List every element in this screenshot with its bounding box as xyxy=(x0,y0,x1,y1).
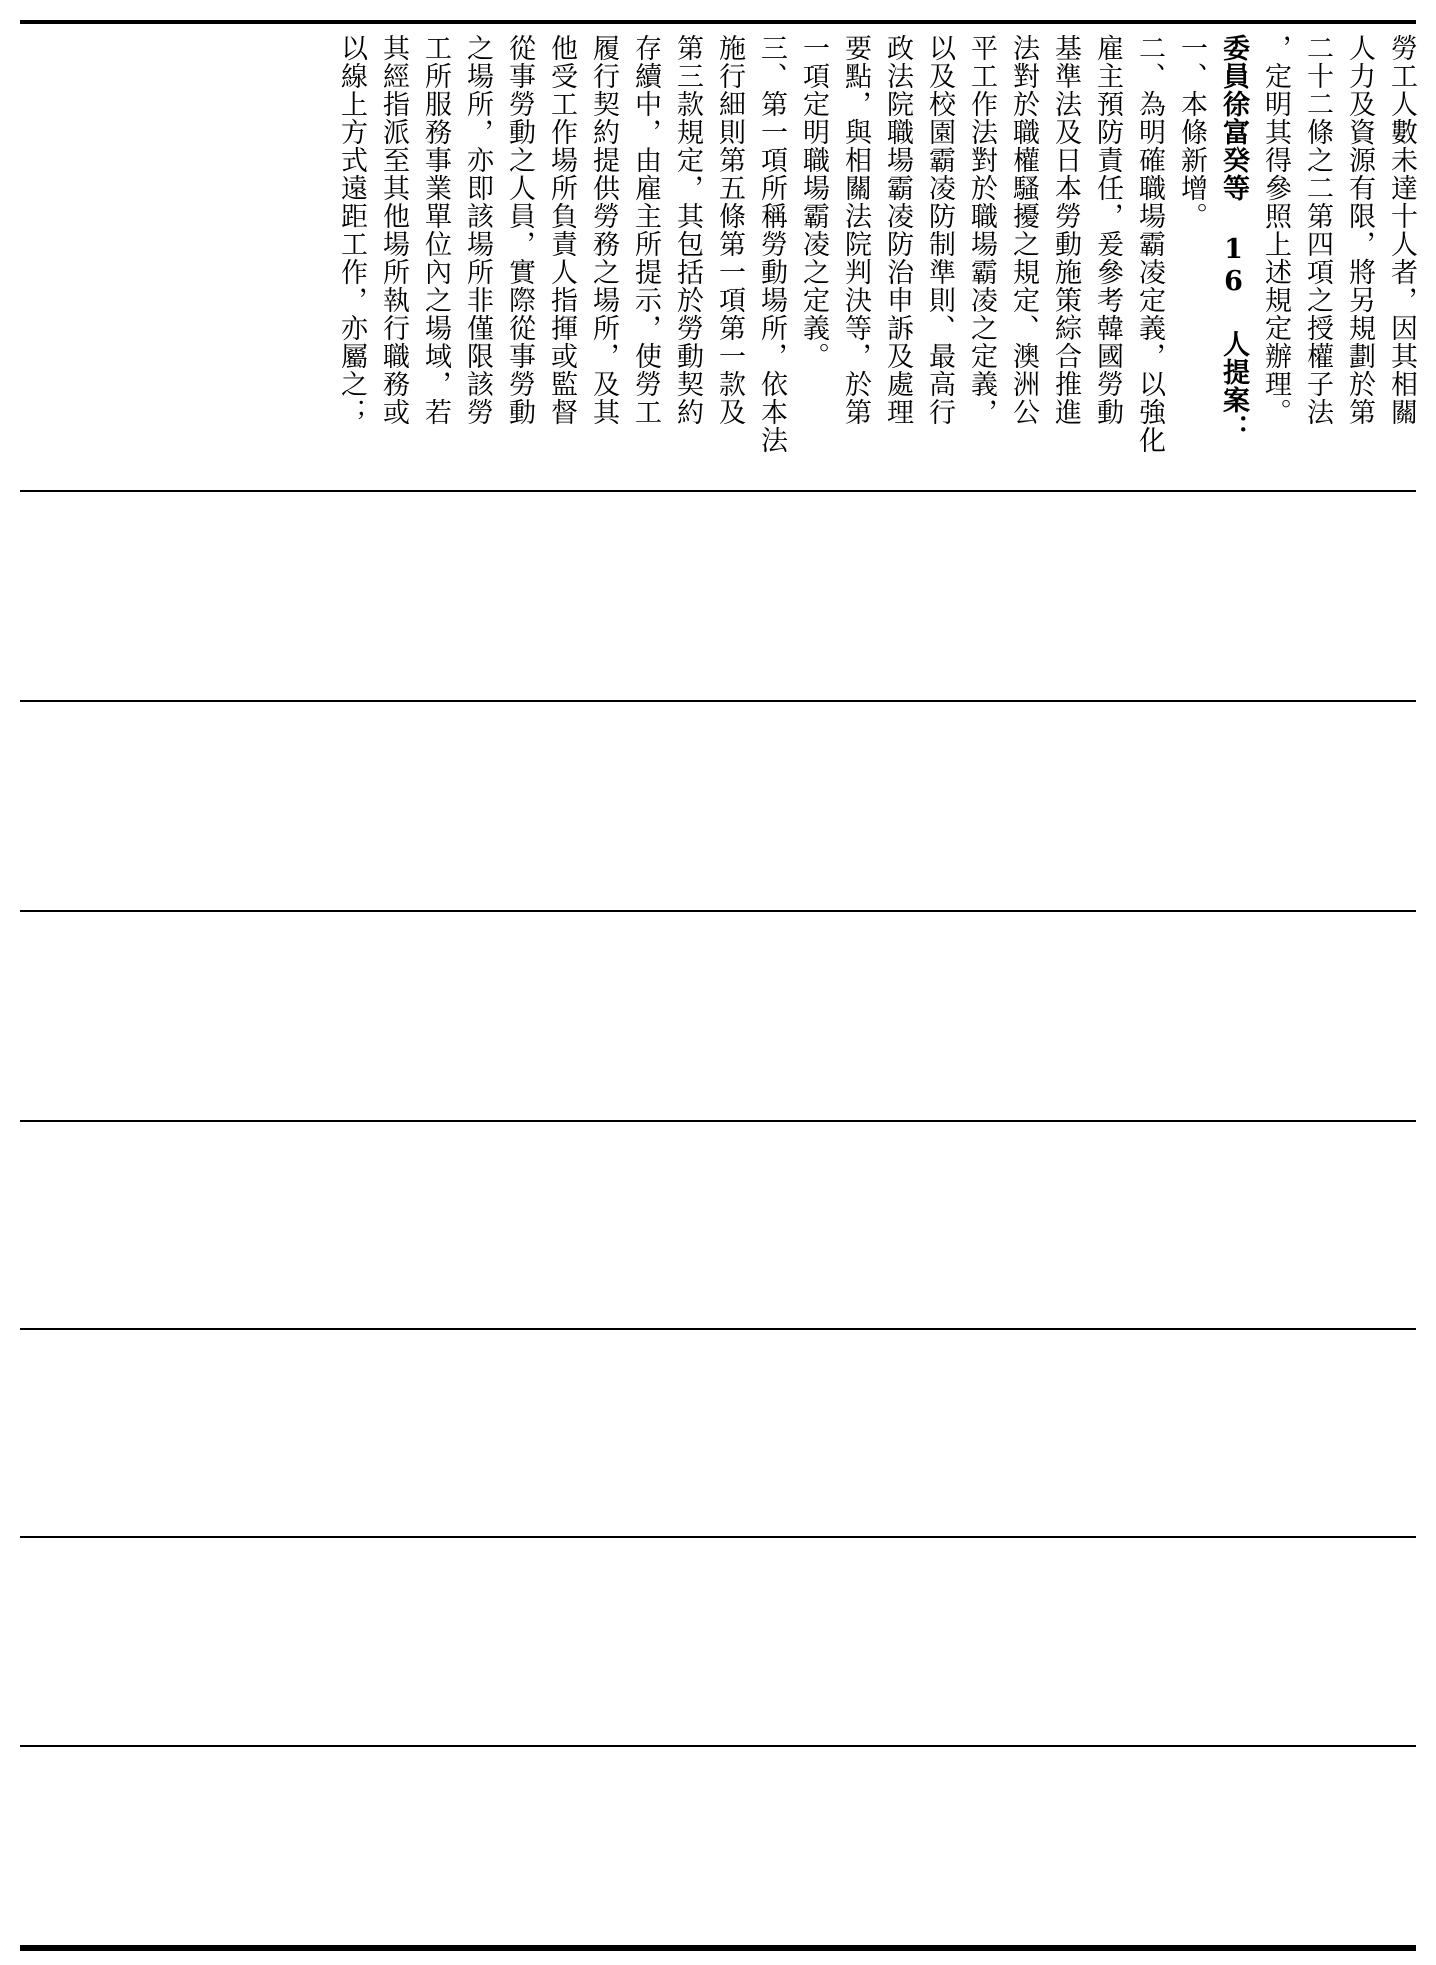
text-column: 施行細則第五條第一項第一款及 xyxy=(714,34,745,426)
text-column: 平工作法對於職場霸凌之定義， xyxy=(966,34,997,426)
text-column: 以線上方式遠距工作，亦屬之； xyxy=(336,34,367,426)
text-column: 一、本條新增。 xyxy=(1176,34,1207,230)
text-column: 其經指派至其他場所執行職務或 xyxy=(378,34,409,426)
text-column: 第三款規定，其包括於勞動契約 xyxy=(672,34,703,426)
text-column: 他受工作場所負責人指揮或監督 xyxy=(546,34,577,426)
text-column: 法對於職權騷擾之規定、澳洲公 xyxy=(1008,34,1039,426)
text-column: 一項定明職場霸凌之定義。 xyxy=(798,34,829,370)
row-divider xyxy=(20,1120,1416,1122)
row-divider xyxy=(20,1536,1416,1538)
text-column: 要點，與相關法院判決等，於第 xyxy=(840,34,871,426)
text-column: ，定明其得參照上述規定辦理。 xyxy=(1260,34,1291,426)
top-rule xyxy=(20,20,1416,24)
row-divider xyxy=(20,490,1416,492)
text-column: 三、第一項所稱勞動場所，依本法 xyxy=(756,34,787,454)
text-column: 二、為明確職場霸凌定義，以強化 xyxy=(1134,34,1165,454)
text-column: 人力及資源有限，將另規劃於第 xyxy=(1344,34,1375,426)
text-column: 二十二條之二第四項之授權子法 xyxy=(1302,34,1333,426)
text-column: 雇主預防責任，爰參考韓國勞動 xyxy=(1092,34,1123,426)
bottom-rule xyxy=(20,1945,1416,1951)
row-divider xyxy=(20,1745,1416,1747)
text-column: 勞工人數未達十人者，因其相關 xyxy=(1386,34,1417,426)
row-divider xyxy=(20,910,1416,912)
row-divider xyxy=(20,1328,1416,1330)
text-column: 工所服務事業單位內之場域，若 xyxy=(420,34,451,426)
text-column: 基準法及日本勞動施策綜合推進 xyxy=(1050,34,1081,426)
proposal-heading: 委員徐富癸等 16 人提案： xyxy=(1218,34,1249,442)
text-column: 從事勞動之人員，實際從事勞動 xyxy=(504,34,535,426)
text-column: 之場所，亦即該場所非僅限該勞 xyxy=(462,34,493,426)
text-column: 存續中，由雇主所提示，使勞工 xyxy=(630,34,661,426)
row-divider xyxy=(20,700,1416,702)
text-column: 履行契約提供勞務之場所，及其 xyxy=(588,34,619,426)
text-column: 以及校園霸凌防制準則、最高行 xyxy=(924,34,955,426)
text-column: 政法院職場霸凌防治申訴及處理 xyxy=(882,34,913,426)
